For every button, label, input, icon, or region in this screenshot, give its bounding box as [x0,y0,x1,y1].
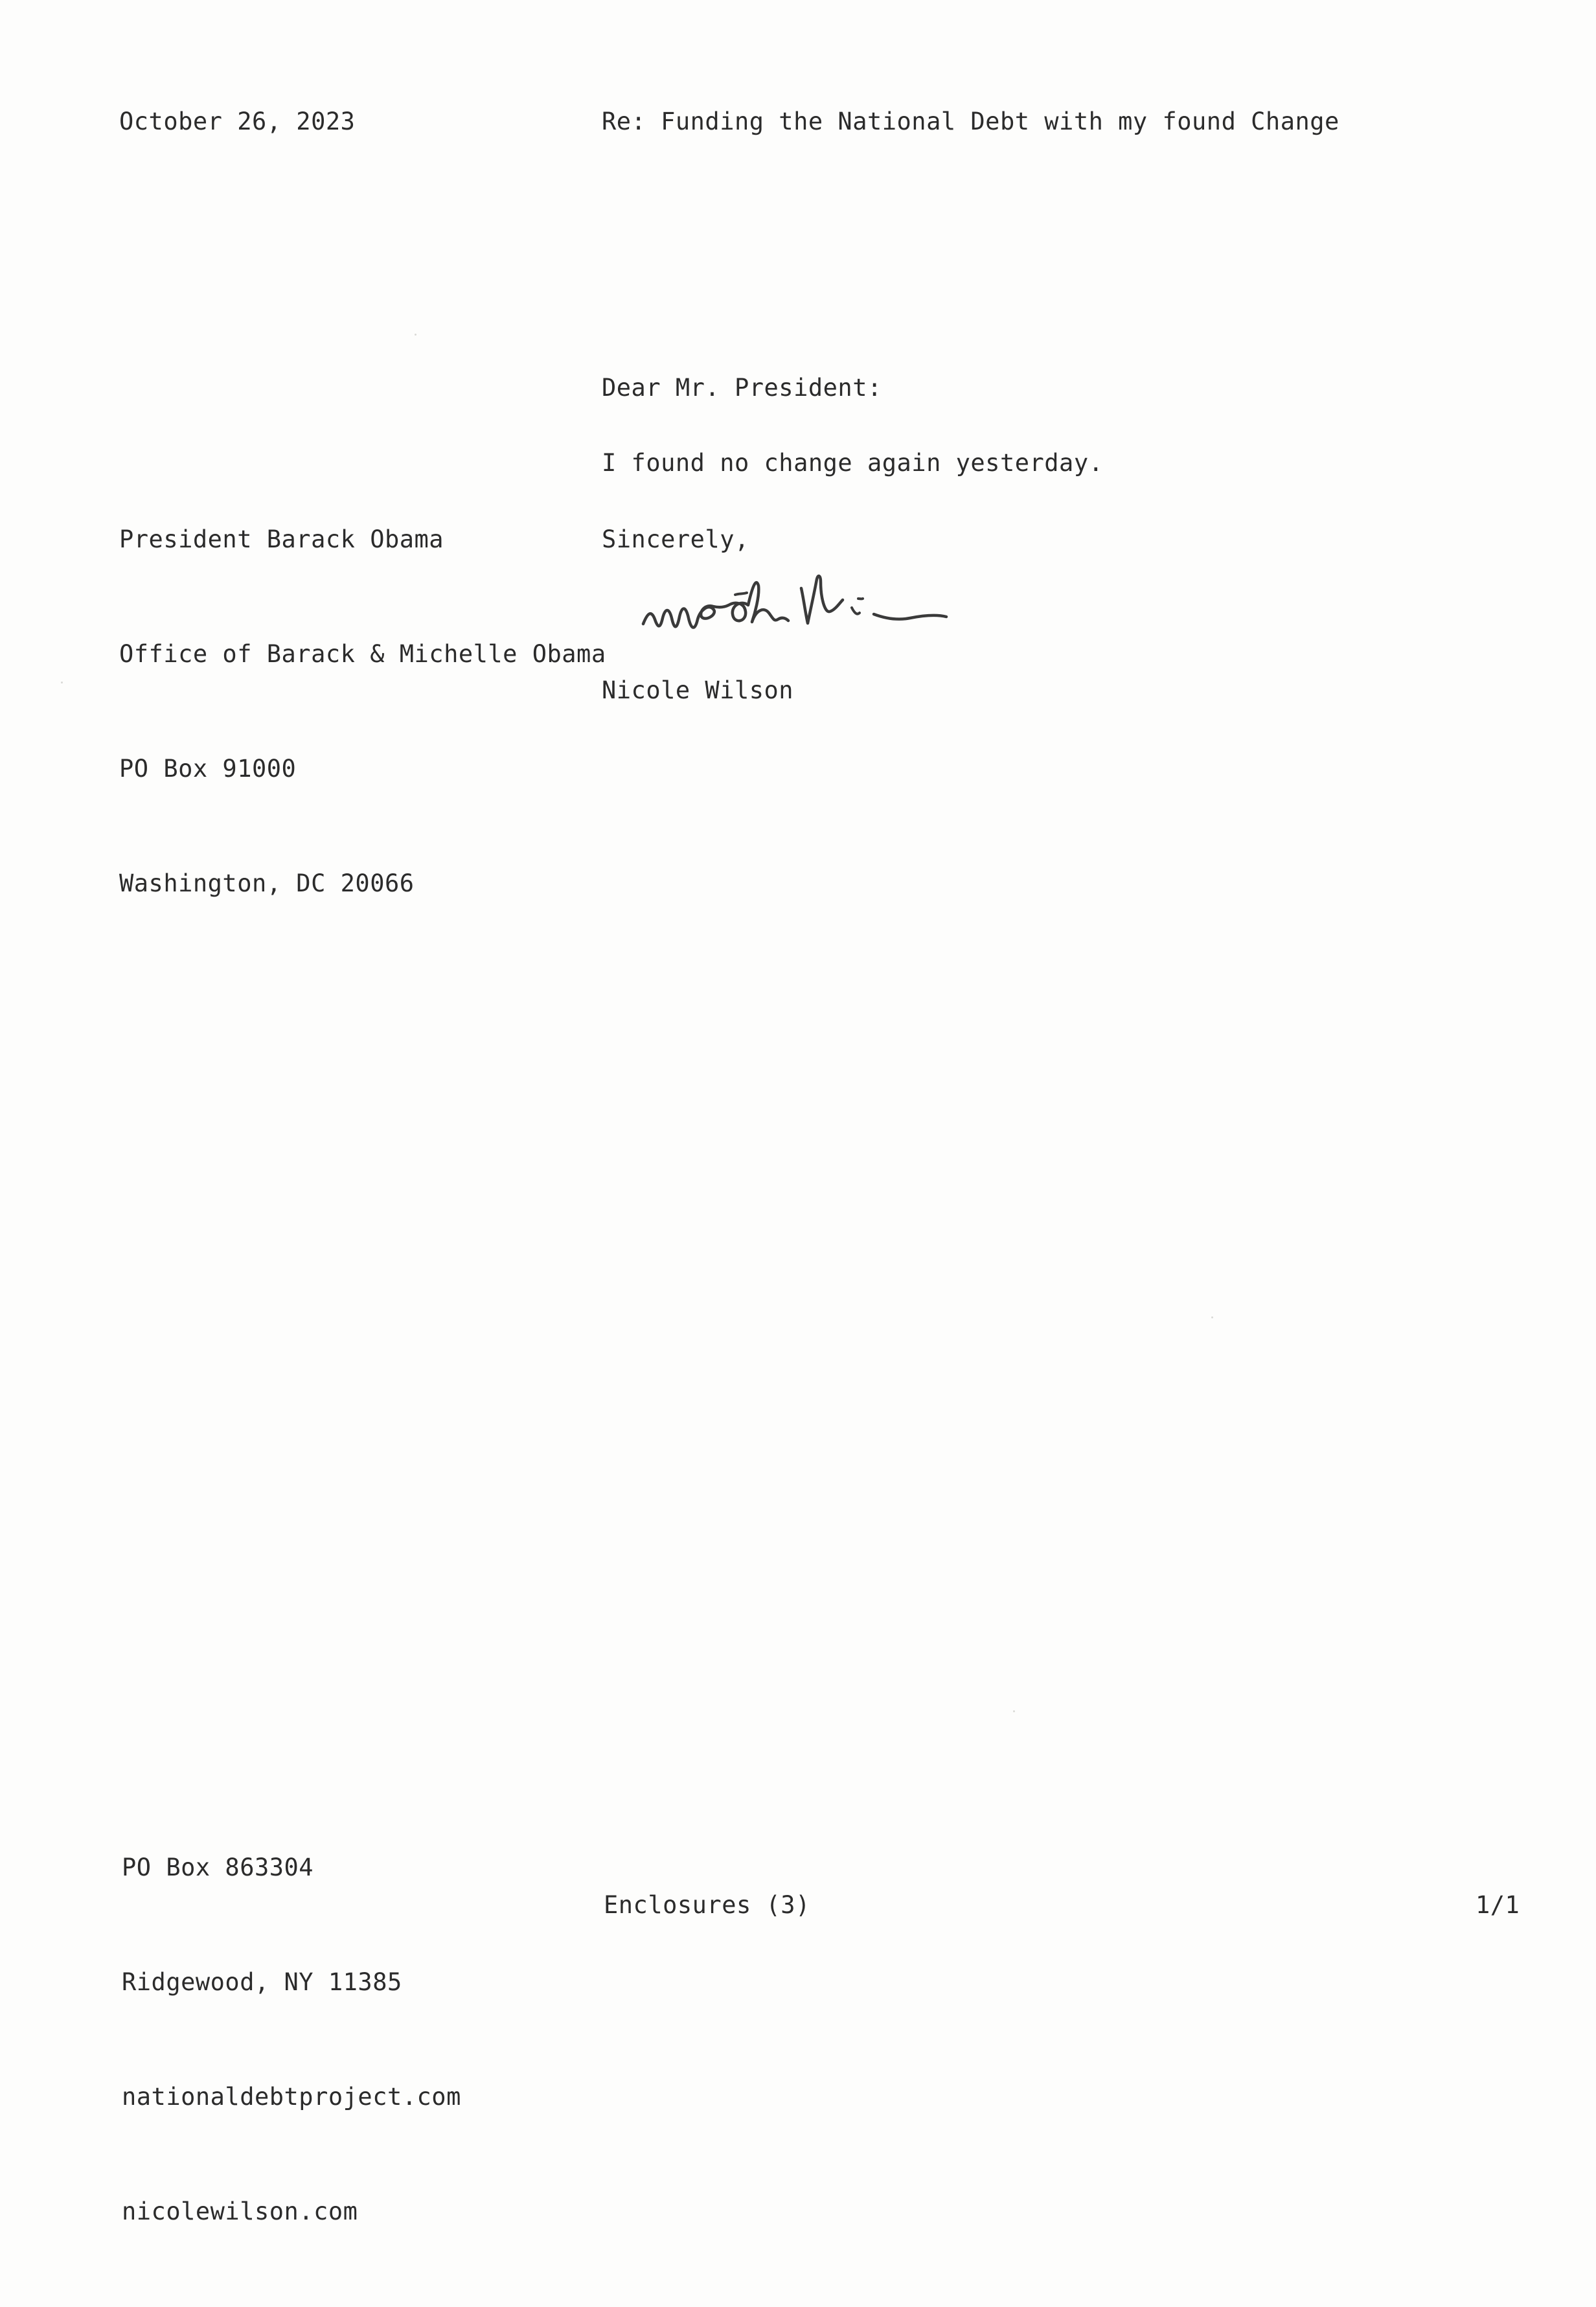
sender-po-box: PO Box 863304 [122,1854,314,1881]
sender-address [122,1772,461,2307]
paper-speck [61,682,63,683]
recipient-name: President Barack Obama [119,525,444,553]
recipient-city-state-zip: Washington, DC 20066 [119,869,415,897]
letter-body: I found no change again yesterday. [602,449,1104,477]
recipient-po-box: PO Box 91000 [119,755,297,783]
enclosures-note: Enclosures (3) [604,1891,810,1919]
page-number: 1/1 [1476,1891,1520,1919]
letter-subject: Re: Funding the National Debt with my found Change [602,108,1340,135]
signer-name: Nicole Wilson [602,676,794,704]
recipient-office: Office of Barack & Michelle Obama [119,640,606,668]
salutation: Dear Mr. President: [602,374,882,402]
paper-speck [415,334,416,336]
paper-speck [1211,1316,1213,1318]
sender-website-personal: nicolewilson.com [122,2198,358,2225]
letter-date: October 26, 2023 [119,108,356,135]
sender-website-project: nationaldebtproject.com [122,2083,461,2111]
closing: Sincerely, [602,525,749,553]
signature-icon [638,562,962,647]
paper-speck [1013,1710,1015,1712]
recipient-address [119,444,606,979]
sender-city-state-zip: Ridgewood, NY 11385 [122,1968,402,1996]
